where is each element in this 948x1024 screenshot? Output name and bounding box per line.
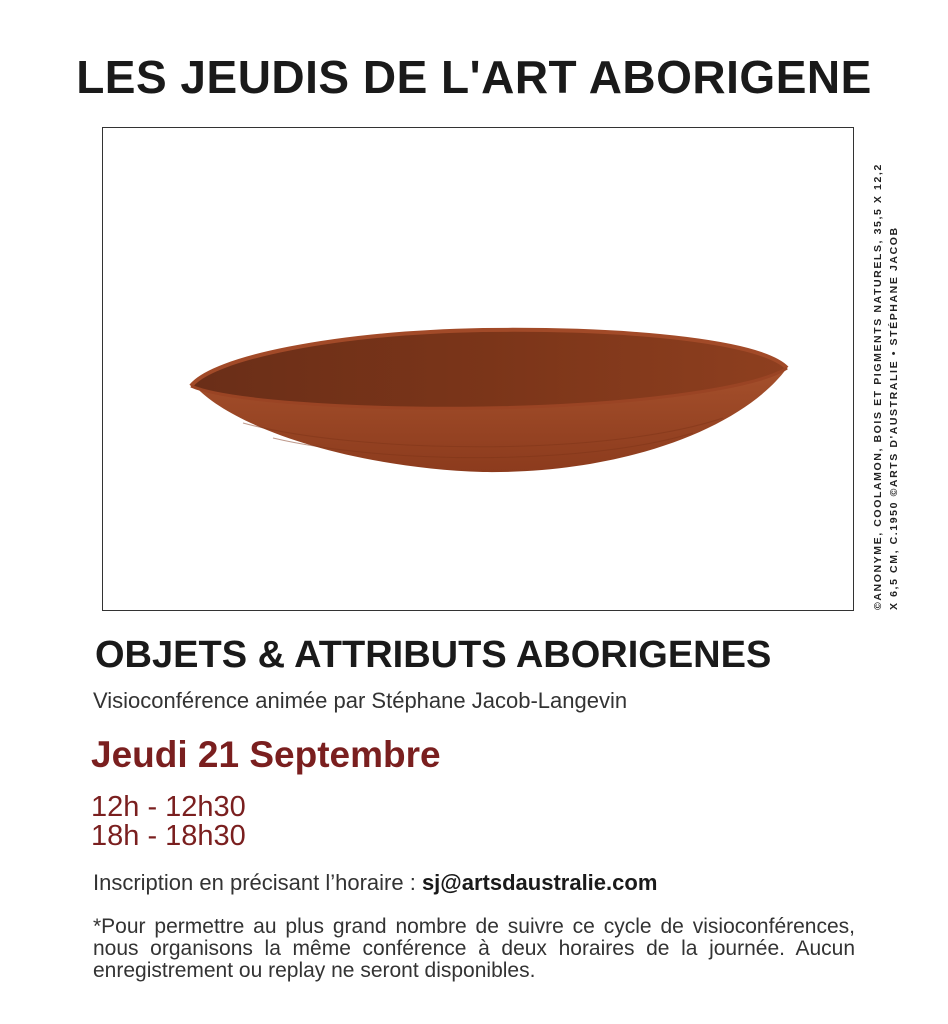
artwork-caption [870,128,904,610]
event-byline: Visioconférence animée par Stéphane Jacob-Langevin [93,688,628,713]
event-date: Jeudi 21 Septembre [91,734,441,775]
inscription-line [93,870,657,896]
footnote: *Pour permettre au plus grand nombre de suivre ce cycle de visioconférences, nous organisons la même conférence à deux horaires de la journée. Aucun enregistrement ou replay ne seront disponibles. [93,915,855,982]
event-subtitle: OBJETS & ATTRIBUTS ABORIGENES [95,634,772,676]
coolamon-image [103,128,853,610]
time-slot-1: 12h - 12h30 [91,791,246,823]
contact-email-link[interactable]: sj@artsdaustralie.com [421,870,658,895]
inscription-label: Inscription en précisant l’horaire : [93,870,422,895]
time-slot-2: 18h - 18h30 [91,820,246,852]
caption-line-2: X 6,5 CM, C.1950 ©ARTS D'AUSTRALIE • STÉPHANE JACOB [888,226,900,610]
artwork-photo-frame [102,127,854,611]
caption-line-1: ©ANONYME, COOLAMON, BOIS ET PIGMENTS NATURELS, 35,5 X 12,2 [872,163,884,610]
event-times [91,793,246,851]
page-title: LES JEUDIS DE L'ART ABORIGENE [76,51,872,103]
